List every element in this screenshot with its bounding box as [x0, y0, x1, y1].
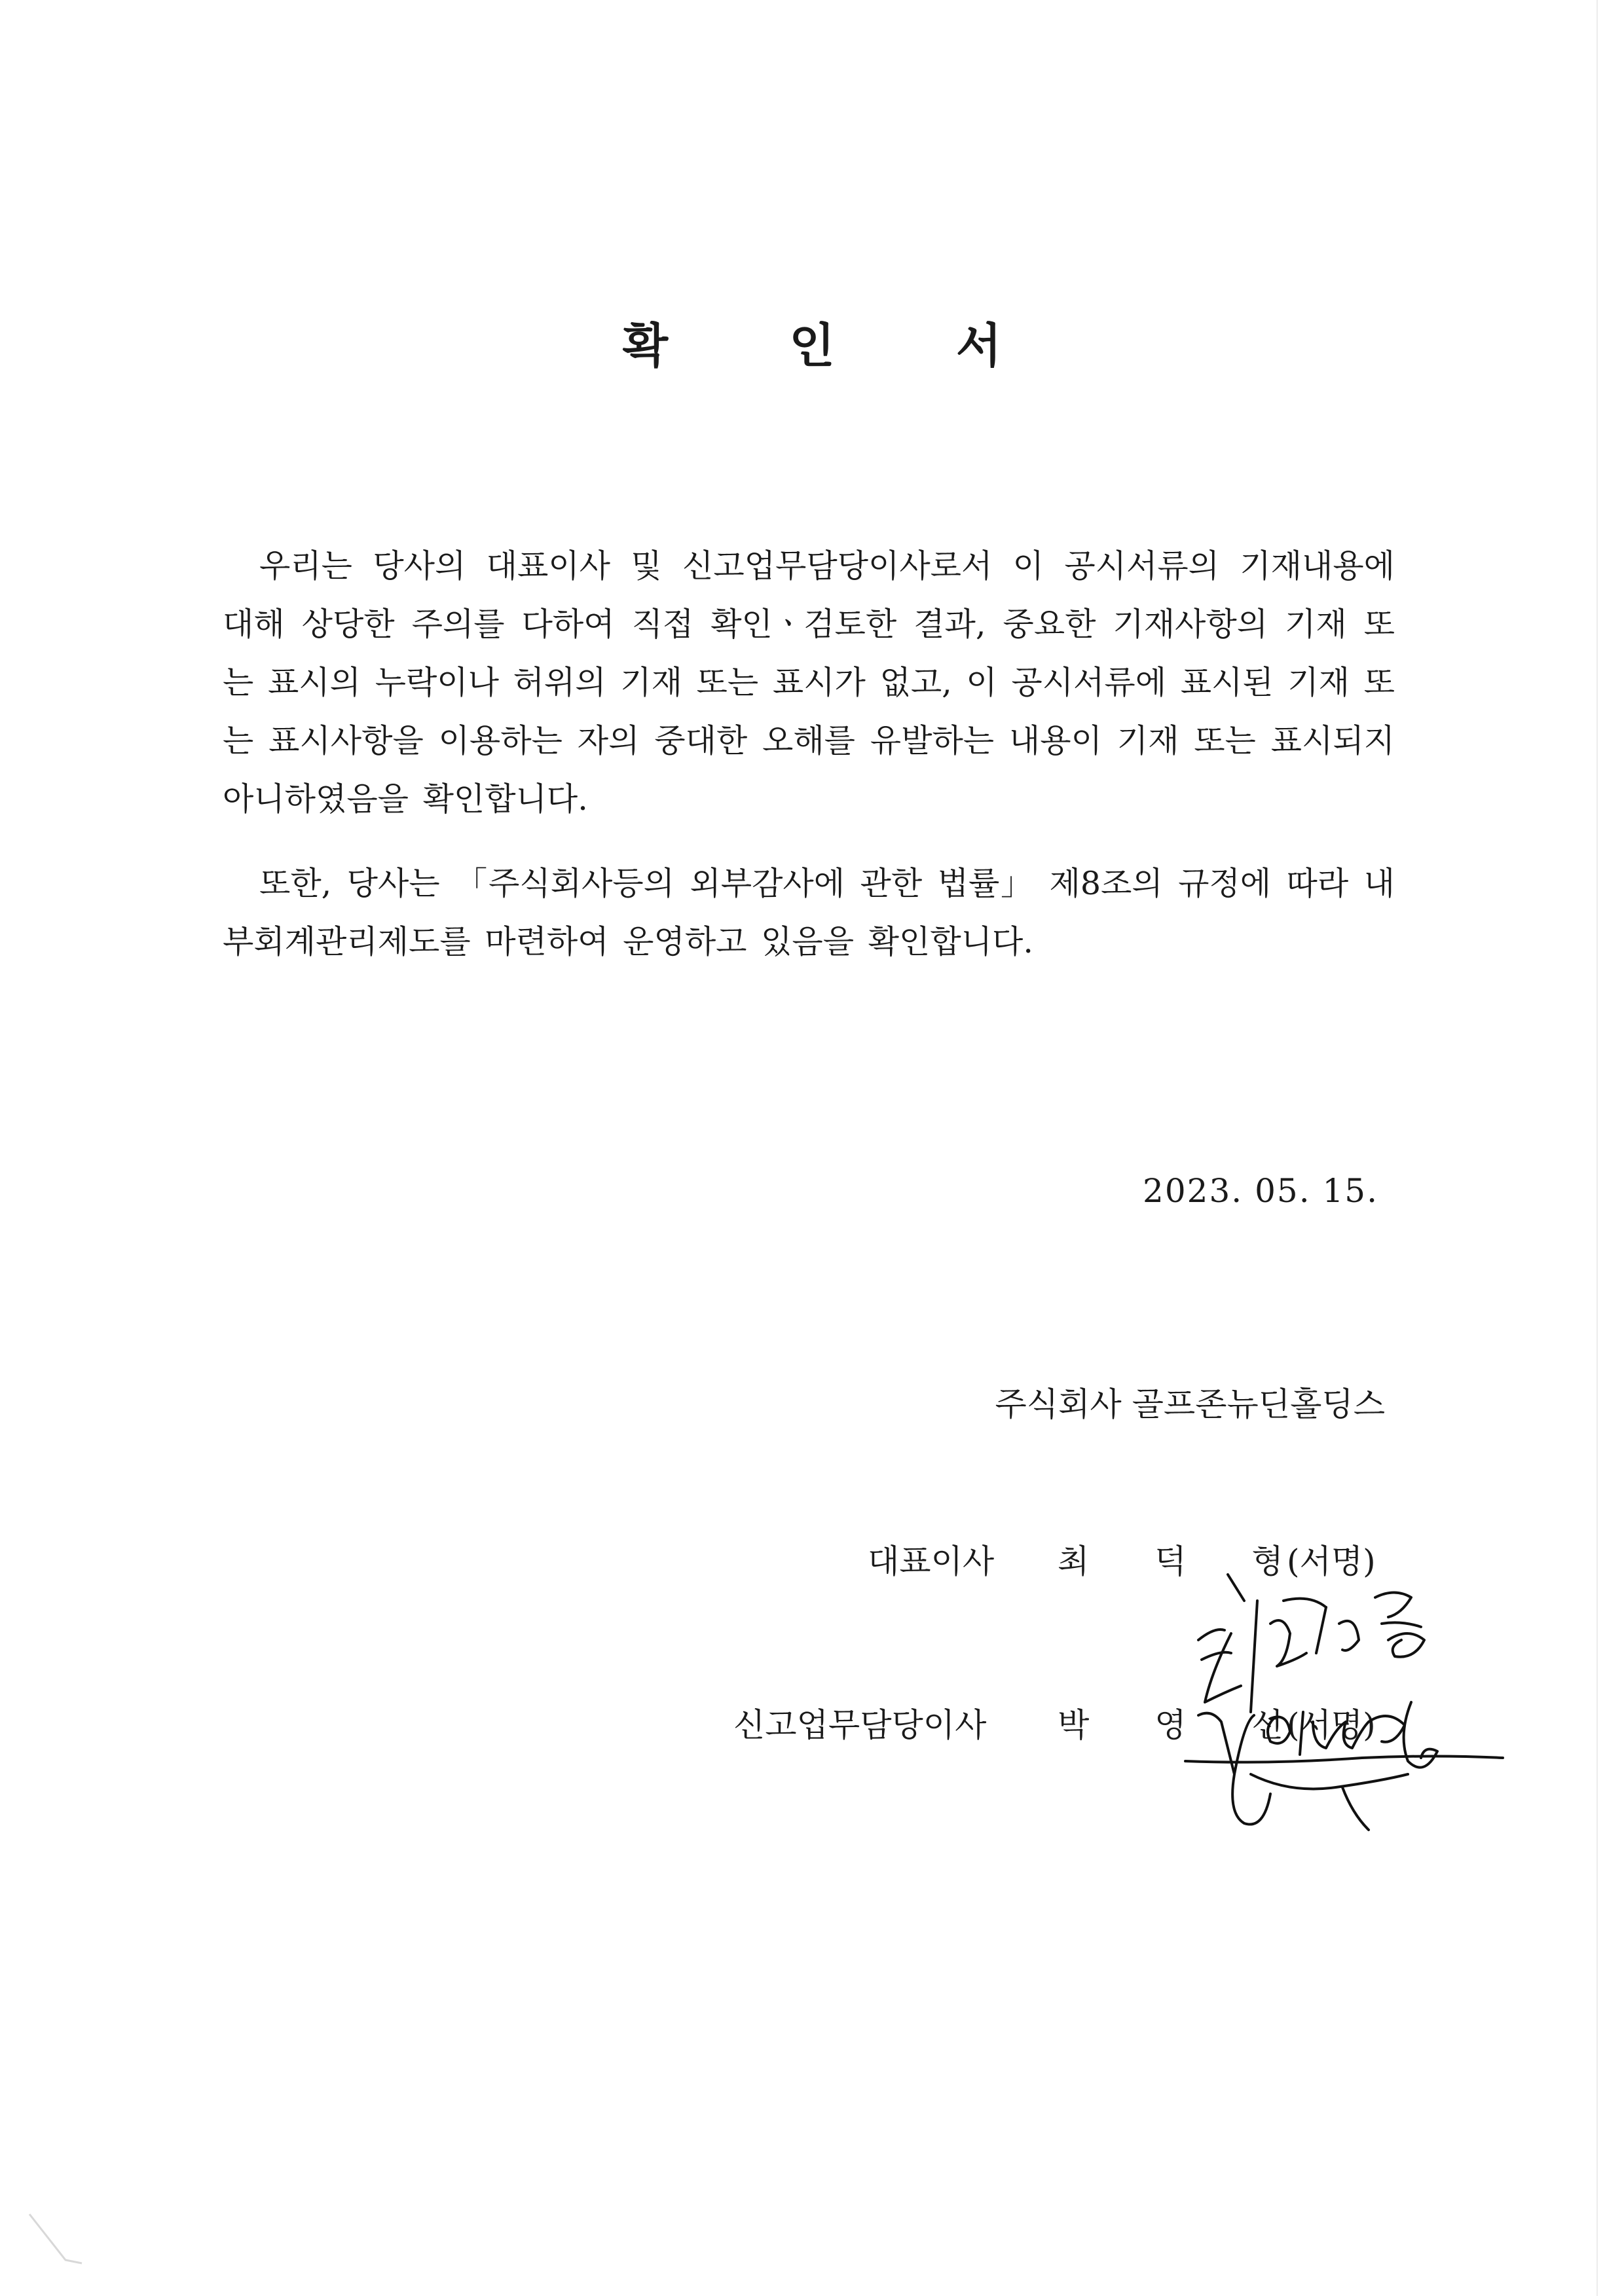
sign-mark-label: (서명)	[1287, 1542, 1376, 1580]
confirmation-text: 우리는 당사의 대표이사 및 신고업무담당이사로서 이 공시서류의 기재내용에 대해 상당한 주의를 다하여 직접 확인ㆍ검토한 결과, 중요한 기재사항의 기재 또는 표시의 누락이나 허위의 기재 또는 표시가 없고, 이 공시서류에 표시된 기재 또는 표시사항을 이용하는 자의 중대한 오해를 유발하는 내용이 기재 또는 표시되지 아니하였음을 확인합니다.	[223, 547, 1395, 818]
signer-name: 박 영 선	[1058, 1706, 1311, 1744]
signer-role: 신고업무담당이사	[733, 1706, 987, 1744]
page-corner-mark	[26, 2211, 85, 2270]
internal-control-paragraph	[223, 854, 1395, 971]
confirmation-paragraph	[223, 537, 1395, 828]
signer-name: 최 덕 형	[1058, 1542, 1311, 1580]
disclosure-officer-handwritten-signature	[1172, 1683, 1513, 1833]
sign-mark-label: (서명)	[1287, 1706, 1376, 1744]
document-date: 2023. 05. 15.	[1143, 1172, 1378, 1210]
signer-role: 대표이사	[868, 1542, 995, 1580]
company-name: 주식회사 골프존뉴딘홀딩스	[995, 1385, 1385, 1423]
internal-control-text: 또한, 당사는 「주식회사등의 외부감사에 관한 법률」 제8조의 규정에 따라 내부회계관리제도를 마련하여 운영하고 있음을 확인합니다.	[223, 865, 1395, 960]
document-title: 확 인 서	[622, 318, 1054, 373]
